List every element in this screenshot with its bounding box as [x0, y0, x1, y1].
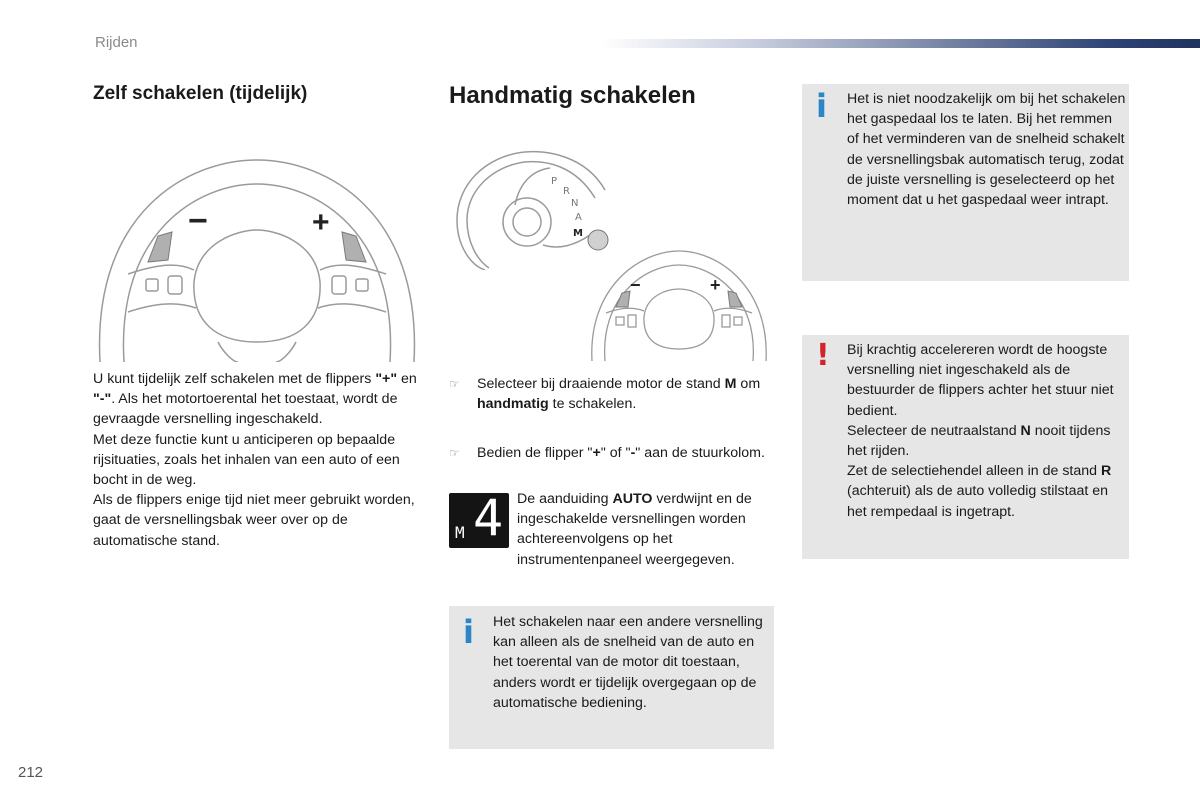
wheel-rim-inner	[123, 184, 390, 362]
warning-box	[802, 335, 1129, 559]
auto-indicator-text: De aanduiding AUTO verdwijnt en de ingeschakelde versnellingen worden achtereenvolgens op het instrumentenpaneel weergegeven.	[517, 491, 752, 568]
info-box-middle	[449, 606, 774, 749]
page-number: 212	[18, 764, 44, 781]
small-left-flipper	[616, 291, 630, 307]
header-bar	[600, 39, 1200, 48]
info-box-middle-text: Het schakelen naar een andere versnelling kan alleen als de snelheid van de auto en het toerental van de motor dit toestaan, anders wordt er tijdelijk overgegaan op de automatische bediening.	[493, 614, 763, 711]
info-icon: i	[463, 613, 474, 651]
bullet-select-m: ☞ Selecteer bij draaiende motor de stand M om handmatig te schakelen.	[449, 376, 761, 413]
left-para-3: Als de flippers enige tijd niet meer gebruikt worden, gaat de versnellingsbak weer over op de automatische stand.	[93, 492, 415, 549]
right-flipper	[342, 232, 366, 262]
display-mode-m: M	[455, 523, 465, 542]
info-box-right-text: Het is niet noodzakelijk om bij het schakelen het gaspedaal los te laten. Bij het remmen of het verminderen van de snelheid schakelt de versnellingsbak automatisch terug, zodat de juiste versnelling is geselecteerd op het moment dat u het gaspedaal weer intrapt.	[847, 91, 1126, 209]
gear-display-icon	[449, 489, 509, 548]
small-minus-label: −	[630, 275, 641, 295]
left-para-2: Met deze functie kunt u anticiperen op bepaalde rijsituaties, zoals het inhalen van een auto of een bocht in de weg.	[93, 431, 400, 489]
warning-box-text: Bij krachtig accelereren wordt de hoogste versnelling niet ingeschakeld als de bestuurder de flippers achter het stuur niet bedient. Selecteer de neutraalstand N nooit tijdens het rijden. Zet de selectiehendel alleen in de stand R (achteruit) als de auto volledig stilstaat en het rempedaal is ingetrapt.	[847, 342, 1114, 520]
small-steering-wheel-illustration	[590, 247, 768, 361]
minus-label: −	[188, 202, 208, 240]
left-heading: Zelf schakelen (tijdelijk)	[93, 83, 308, 104]
bullet-use-flipper: ☞ Bedien de flipper "+" of "-" aan de stuurkolom.	[477, 443, 787, 463]
display-gear-number: 4	[473, 489, 504, 547]
info-box-right	[802, 84, 1129, 281]
info-icon: i	[816, 87, 827, 125]
bullet-icon: ☞	[449, 446, 460, 460]
selector-letter-r: R	[563, 186, 570, 197]
small-plus-label: +	[710, 275, 721, 295]
left-flipper	[148, 232, 172, 262]
warning-icon: !	[816, 338, 830, 373]
selector-letter-p: P	[551, 176, 558, 187]
selector-letter-n: N	[571, 198, 579, 209]
wheel-hub	[194, 230, 320, 342]
plus-label: +	[312, 206, 330, 239]
small-right-flipper	[728, 291, 742, 307]
left-body-text: U kunt tijdelijk zelf schakelen met de flippers "+" en "-". Als het motortoerental het toestaat, wordt de gevraagde versnelling ingeschakeld. Met deze functie kunt u anticiperen op bepaalde rijsituaties, zoals het inhalen van een auto of een bocht in de weg. Als de flippers enige tijd niet meer gebruikt worden, gaat de versnellingsbak weer over op de automatische stand.	[93, 369, 423, 551]
steering-wheel-illustration	[98, 152, 416, 362]
middle-heading: Handmatig schakelen	[449, 82, 696, 109]
bullet-icon: ☞	[449, 377, 460, 391]
section-label: Rijden	[95, 34, 138, 51]
selector-letter-a: A	[575, 212, 582, 223]
selector-letter-m: M	[573, 228, 583, 239]
wheel-rim-outer	[100, 160, 415, 362]
